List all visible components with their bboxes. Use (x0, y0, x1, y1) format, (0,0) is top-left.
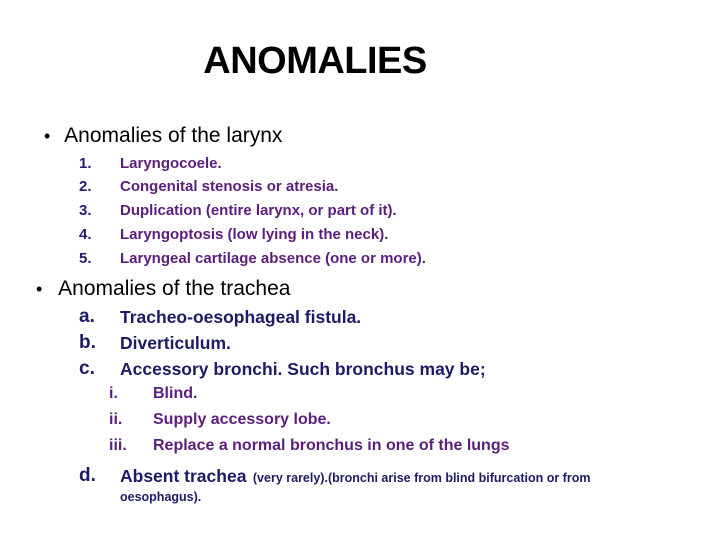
larynx-item-text: Congenital stenosis or atresia. (120, 178, 339, 195)
trachea-subitem-text: Supply accessory lobe. (153, 411, 331, 428)
trachea-item-text: Tracheo-oesophageal fistula. (120, 307, 362, 327)
trachea-subitem-text: Replace a normal bronchus in one of the lungs (153, 437, 510, 454)
trachea-item-d-line (120, 466, 590, 487)
trachea-item-note-continued: oesophagus). (120, 490, 202, 504)
trachea-item-note: (very rarely).(bronchi arise from blind bifurcation or from (252, 471, 591, 485)
trachea-subitem-number: ii. (109, 411, 123, 428)
trachea-item-letter: c. (79, 358, 95, 379)
larynx-item-number: 3. (79, 202, 92, 219)
larynx-item-number: 1. (79, 155, 92, 172)
trachea-item-letter: d. (79, 465, 96, 486)
larynx-item-text: Laryngeal cartilage absence (one or more). (120, 250, 426, 267)
larynx-heading: Anomalies of the larynx (64, 124, 283, 147)
trachea-item-text: Diverticulum. (120, 333, 231, 353)
trachea-heading-row (36, 277, 290, 301)
page-title: ANOMALIES (203, 40, 427, 82)
bullet-icon: • (36, 279, 43, 299)
larynx-item-number: 4. (79, 226, 92, 243)
trachea-item-letter: a. (79, 306, 95, 327)
larynx-item-text: Laryngocoele. (120, 155, 222, 172)
larynx-item-number: 2. (79, 178, 92, 195)
trachea-heading: Anomalies of the trachea (58, 277, 291, 300)
trachea-item-text: Accessory bronchi. Such bronchus may be; (120, 359, 486, 379)
trachea-item-letter: b. (79, 332, 96, 353)
trachea-subitem-text: Blind. (153, 385, 198, 402)
larynx-item-number: 5. (79, 250, 92, 267)
trachea-item-text: Absent trachea (120, 466, 247, 486)
trachea-subitem-number: i. (109, 385, 118, 402)
larynx-item-text: Laryngoptosis (low lying in the neck). (120, 226, 389, 243)
bullet-icon: • (44, 126, 51, 146)
larynx-item-text: Duplication (entire larynx, or part of it). (120, 202, 397, 219)
trachea-subitem-number: iii. (109, 437, 127, 454)
larynx-heading-row (44, 124, 282, 148)
